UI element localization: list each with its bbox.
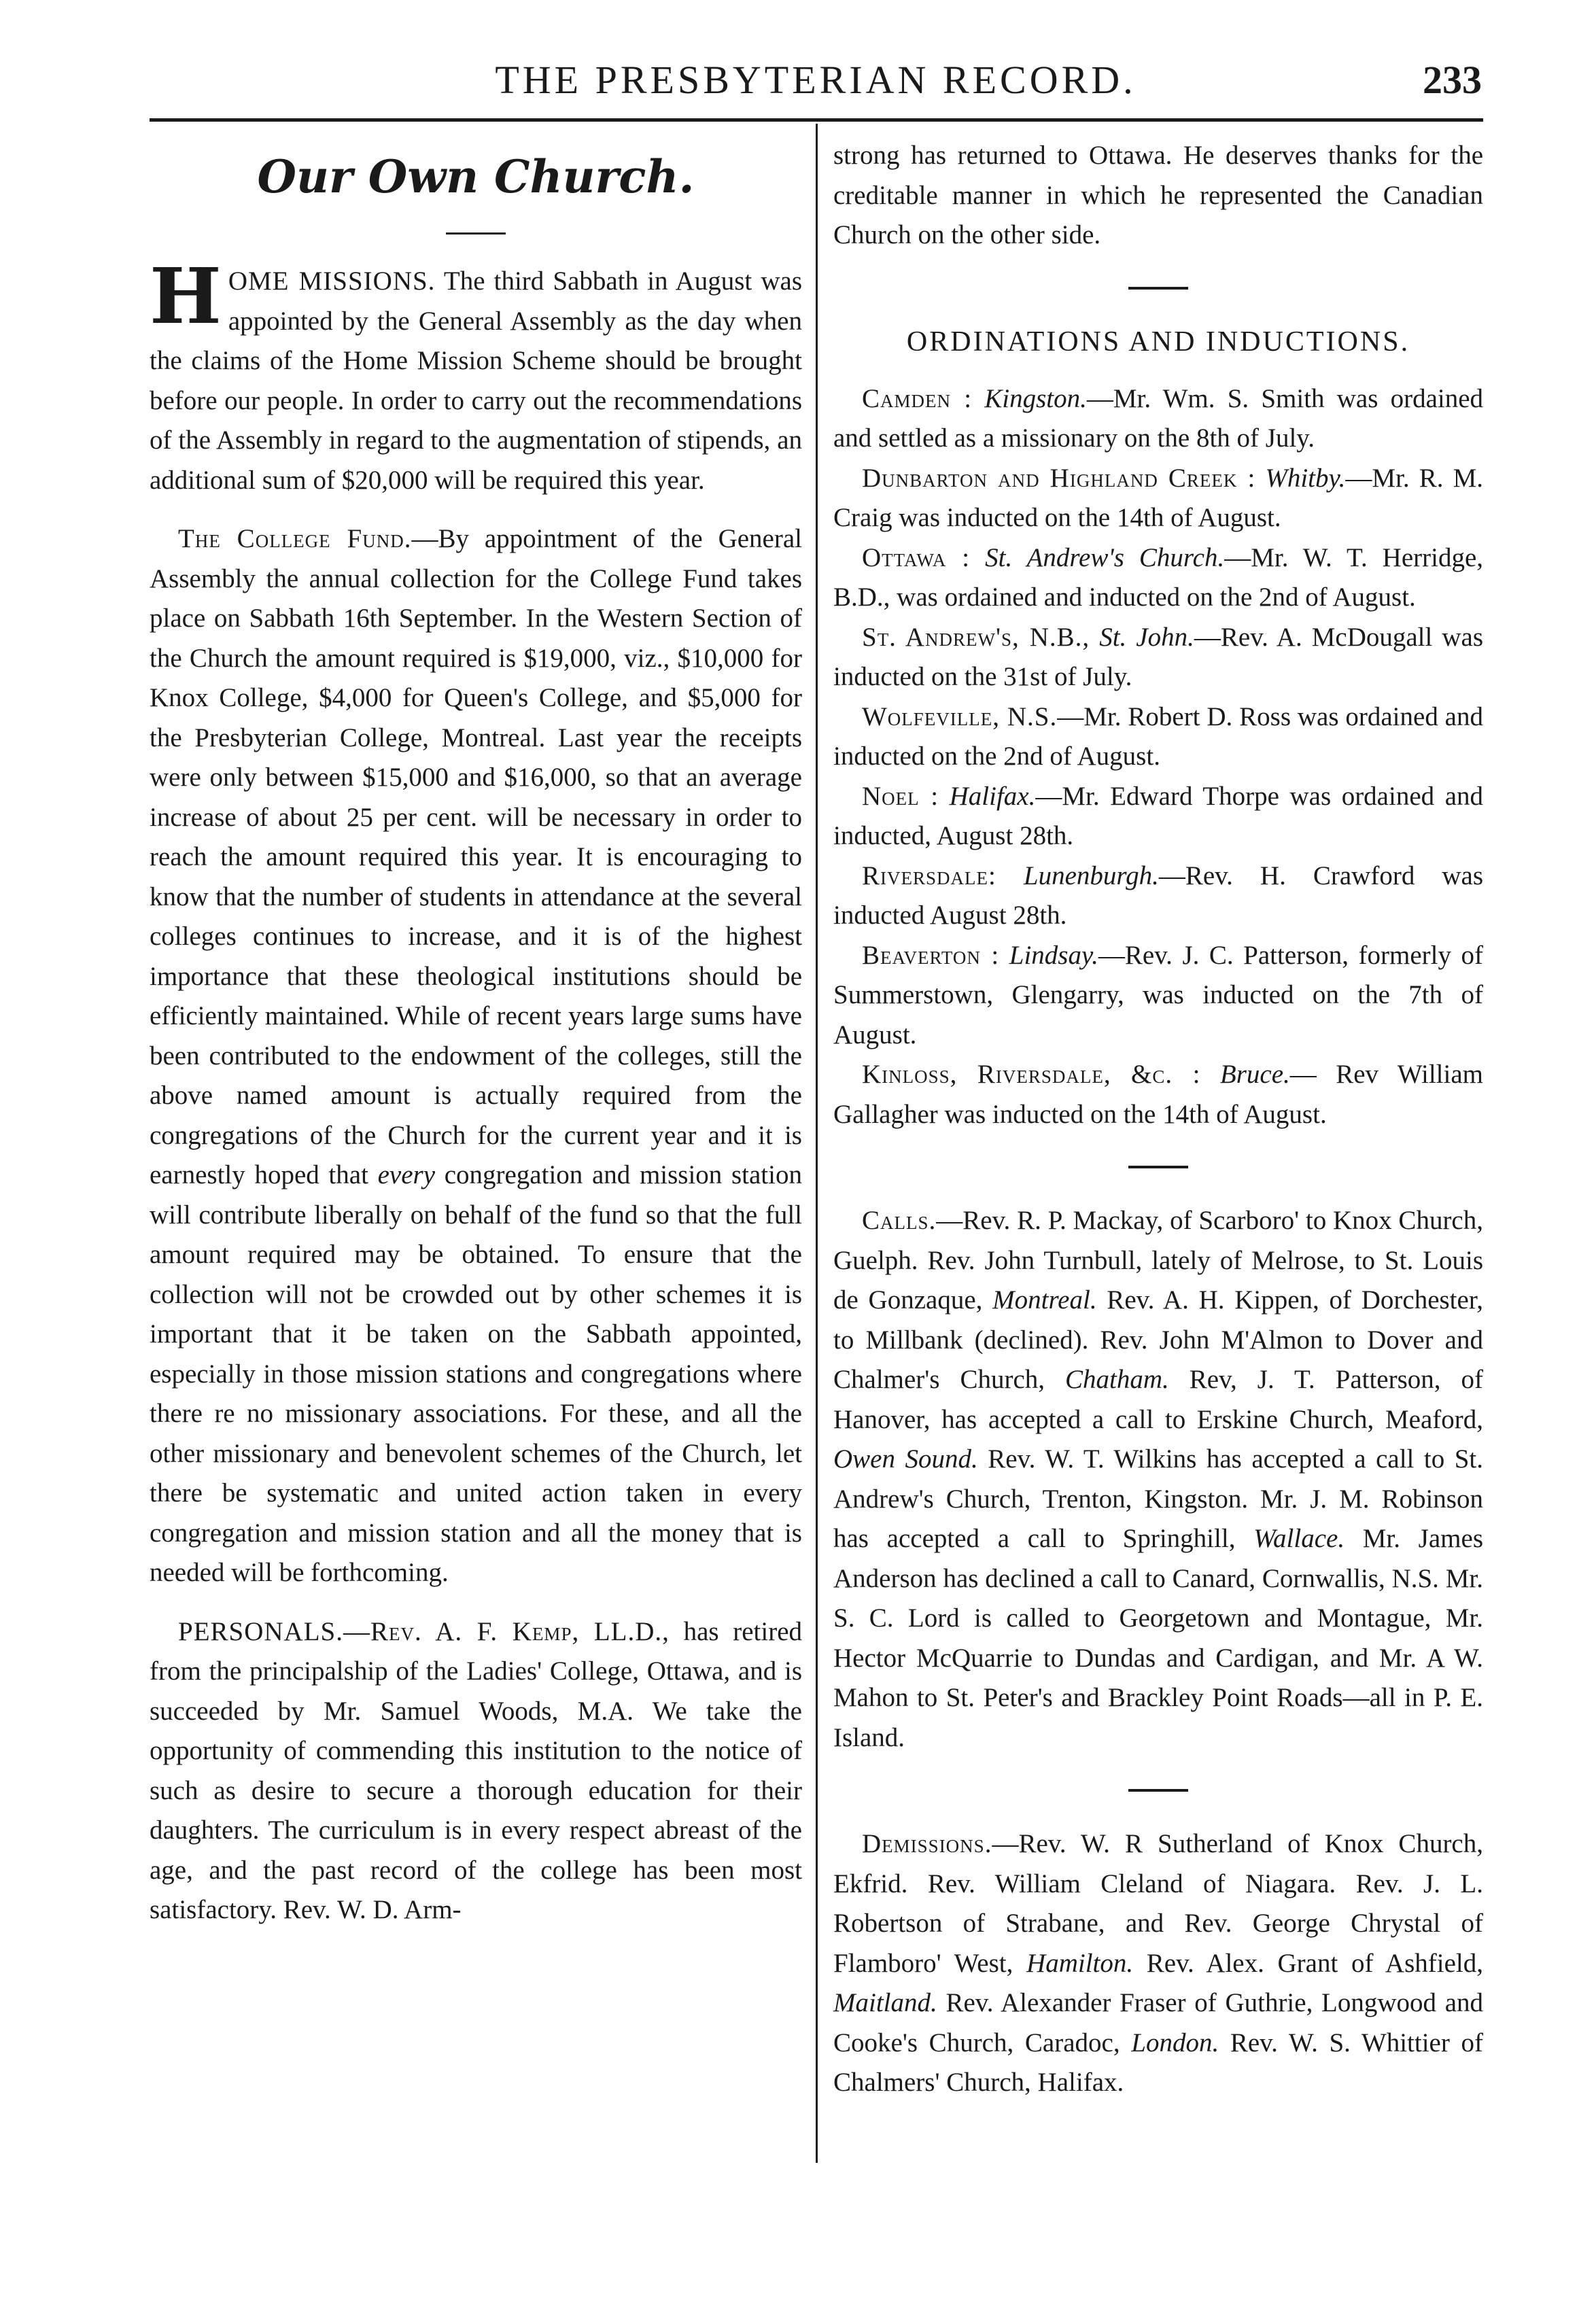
ordination-entry (833, 856, 1483, 936)
paragraph-gap (150, 1593, 802, 1612)
calls-text: Rev. A. H. Kippen, of Dorchester, to Millbank (declined). Rev. John M'Almon to Dover and Chalmer's Church, (833, 1285, 1483, 1394)
ordination-presbytery: St. Andrew's Church. (985, 542, 1225, 572)
dropcap-letter: H (150, 252, 222, 341)
paragraph-gap (150, 500, 802, 519)
ordination-place: Wolfeville, N.S. (862, 701, 1058, 731)
home-missions-paragraph (150, 252, 802, 500)
calls-place: Wallace. (1253, 1524, 1345, 1553)
calls-text: —Rev. R. P. Mackay, of Scarboro' to Knox Church, Guelph. Rev. John Turnbull, lately of Melrose, to St. Louis de Gonzaque, (833, 1206, 1483, 1315)
ordination-presbytery: Lunenburgh. (1023, 861, 1159, 890)
ordination-entry (833, 618, 1483, 697)
calls-place: Chatham. (1065, 1365, 1169, 1394)
college-fund-lead: The College Fund. (178, 524, 412, 553)
calls-place: Owen Sound. (833, 1444, 978, 1474)
home-missions-text: The third Sabbath in August was appointed by the General Assembly as the day when the claims of the Home Mission Scheme should be brought before our people. In order to carry out the recommendations of the Assembly in regard to the augmentation of stipends, an additional sum of $20,000 will be required this year. (150, 266, 802, 495)
page-number: 233 (1423, 58, 1482, 102)
section-title: Our Own Church. (257, 150, 695, 203)
ordinations-list (833, 379, 1483, 1135)
ordination-presbytery: St. John. (1099, 622, 1194, 652)
ordination-place: Camden : (862, 383, 973, 413)
calls-place: Montreal. (992, 1285, 1097, 1315)
demissions-text: Rev. Alexander Fraser of Guthrie, Longwood and Cooke's Church, Caradoc, (833, 1988, 1483, 2057)
personals-continued: strong has returned to Ottawa. He deserves thanks for the creditable manner in which he represented the Canadian Church on the other side. (833, 141, 1483, 249)
demissions-text: Rev. W. S. Whittier of Chalmers' Church, Halifax. (833, 2028, 1483, 2097)
ordination-text: —Mr. Wm. S. Smith was ordained and settled as a missionary on the 8th of July. (833, 383, 1484, 453)
ordination-presbytery: Kingston. (984, 383, 1087, 413)
running-title: THE PRESBYTERIAN RECORD. (495, 58, 1137, 102)
personals-paragraph (150, 1612, 802, 1930)
ordination-entry (833, 697, 1483, 777)
demissions-text: —Rev. W. R Sutherland of Knox Church, Ekfrid. Rev. William Cleland of Niagara. Rev. J. L. Robertson of Strabane, and Rev. George Chrystal of Flamboro' West, (833, 1829, 1483, 1978)
personals-text-1: has retired from the principalship of the Ladies' College, Ottawa, and is succeeded by Mr. Samuel Woods, M.A. We take the opportunity of commending this institution to the notice of such as desire to secure a thorough education for their daughters. The curriculum is in every respect abreast of the age, and the past record of the college has been most satisfactory. Rev. W. D. Arm- (150, 1616, 802, 1924)
ordination-text: —Rev. J. C. Patterson, formerly of Summerstown, Glengarry, was inducted on the 7th of August. (833, 940, 1483, 1049)
calls-lead: Calls. (862, 1206, 937, 1235)
personals-name: —Rev. A. F. Kemp, LL.D., (343, 1616, 670, 1646)
ordination-text: —Mr. Edward Thorpe was ordained and inducted, August 28th. (833, 781, 1484, 850)
left-column (150, 136, 802, 1930)
ordination-text: —Rev. H. Crawford was inducted August 28th. (833, 861, 1483, 930)
ordinations-heading: ORDINATIONS AND INDUCTIONS. (906, 326, 1410, 358)
ordination-text: —Rev. A. McDougall was inducted on the 31st of July. (833, 622, 1484, 691)
ordination-place: St. Andrew's, N.B., (862, 622, 1090, 652)
calls-text: Mr. James Anderson has declined a call to Canard, Cornwallis, N.S. Mr. S. C. Lord is called to Georgetown and Montague, Mr. Hector McQuarrie to Dundas and Cardigan, and Mr. A W. Mahon to St. Peter's and Brackley Point Roads—all in P. E. Island. (833, 1524, 1483, 1752)
college-fund-paragraph (150, 519, 802, 1593)
ordination-entry (833, 1055, 1483, 1134)
separator-rule (1128, 287, 1188, 290)
personals-lead: PERSONALS. (178, 1616, 343, 1646)
demissions-paragraph (833, 1824, 1483, 2103)
ordination-entry (833, 538, 1483, 618)
ordination-presbytery: Whitby. (1265, 463, 1346, 493)
demissions-text: Rev. Alex. Grant of Ashfield, (1133, 1948, 1483, 1978)
separator-rule (1128, 1789, 1188, 1792)
ordination-place: Kinloss, Riversdale, &c. : (862, 1060, 1201, 1089)
ordination-entry (833, 379, 1483, 459)
college-fund-text-1: —By appointment of the General Assembly the annual collection for the College Fund takes place on Sabbath 16th September. In the Western Section of the Church the amount required is $19,000, viz., $10,000 for Knox College, $4,000 for Queen's College, and $5,000 for the Presbyterian College, Montreal. Last year the receipts were only between $15,000 and $16,000, so that an average increase of about 25 per cent. will be necessary in order to reach the amount required this year. It is encouraging to know that the number of students in attendance at the several colleges continues to increase, and it is of the highest importance that these theological institutions should be efficiently maintained. While of recent years large sums have been contributed to the endowment of the colleges, still the above named amount is actually required from the congregations of the Church for the current year and it is earnestly hoped that (150, 524, 802, 1189)
calls-text: Rev, J. T. Patterson, of Hanover, has accepted a call to Erskine Church, Meaford, (833, 1365, 1483, 1434)
ordination-place: Riversdale: (862, 861, 996, 890)
ordination-place: Beaverton : (862, 940, 1000, 970)
demissions-place: Maitland. (833, 1988, 937, 2017)
ordination-text: —Mr. W. T. Herridge, B.D., was ordained and inducted on the 2nd of August. (833, 542, 1484, 612)
ordination-entry (833, 936, 1483, 1056)
header-rule (150, 118, 1483, 122)
right-column (833, 136, 1483, 2103)
ordination-presbytery: Bruce. (1219, 1060, 1290, 1089)
ordination-presbytery: Halifax. (949, 781, 1036, 811)
ordination-place: Noel : (862, 781, 939, 811)
ordination-place: Dunbarton and Highland Creek : (862, 463, 1256, 493)
ordination-presbytery: Lindsay. (1009, 940, 1098, 970)
college-fund-emphasis: every (377, 1160, 436, 1189)
title-rule (446, 232, 506, 234)
column-rule (816, 124, 818, 2163)
running-head (150, 53, 1482, 107)
ordination-text: —Mr. Robert D. Ross was ordained and inducted on the 2nd of August. (833, 701, 1483, 771)
ordination-place: Ottawa : (862, 542, 971, 572)
separator-rule (1128, 1166, 1188, 1168)
demissions-lead: Demissions. (862, 1829, 992, 1858)
college-fund-text-2: congregation and mission station will contribute liberally on behalf of the fund so that the full amount required may be obtained. To ensure that the collection will not be crowded out by other schemes it is important that it be taken on the Sabbath appointed, especially in those mission stations and congregations where there re no missionary associations. For these, and all the other missionary and benevolent schemes of the Church, let there be systematic and united action taken in every congregation and mission station and all the money that is needed will be forthcoming. (150, 1160, 802, 1587)
ordination-entry (833, 777, 1483, 856)
ordination-entry (833, 459, 1483, 538)
home-missions-lead: OME MISSIONS. (228, 266, 436, 296)
demissions-place: London. (1131, 2028, 1219, 2057)
demissions-place: Hamilton. (1026, 1948, 1134, 1978)
ordination-text: —Mr. R. M. Craig was inducted on the 14th of August. (833, 463, 1483, 532)
calls-text: Rev. W. T. Wilkins has accepted a call to St. Andrew's Church, Trenton, Kingston. Mr. J. M. Robinson has accepted a call to Springhill, (833, 1444, 1483, 1553)
calls-paragraph (833, 1201, 1483, 1758)
ordination-text: — Rev William Gallagher was inducted on the 14th of August. (833, 1060, 1483, 1129)
